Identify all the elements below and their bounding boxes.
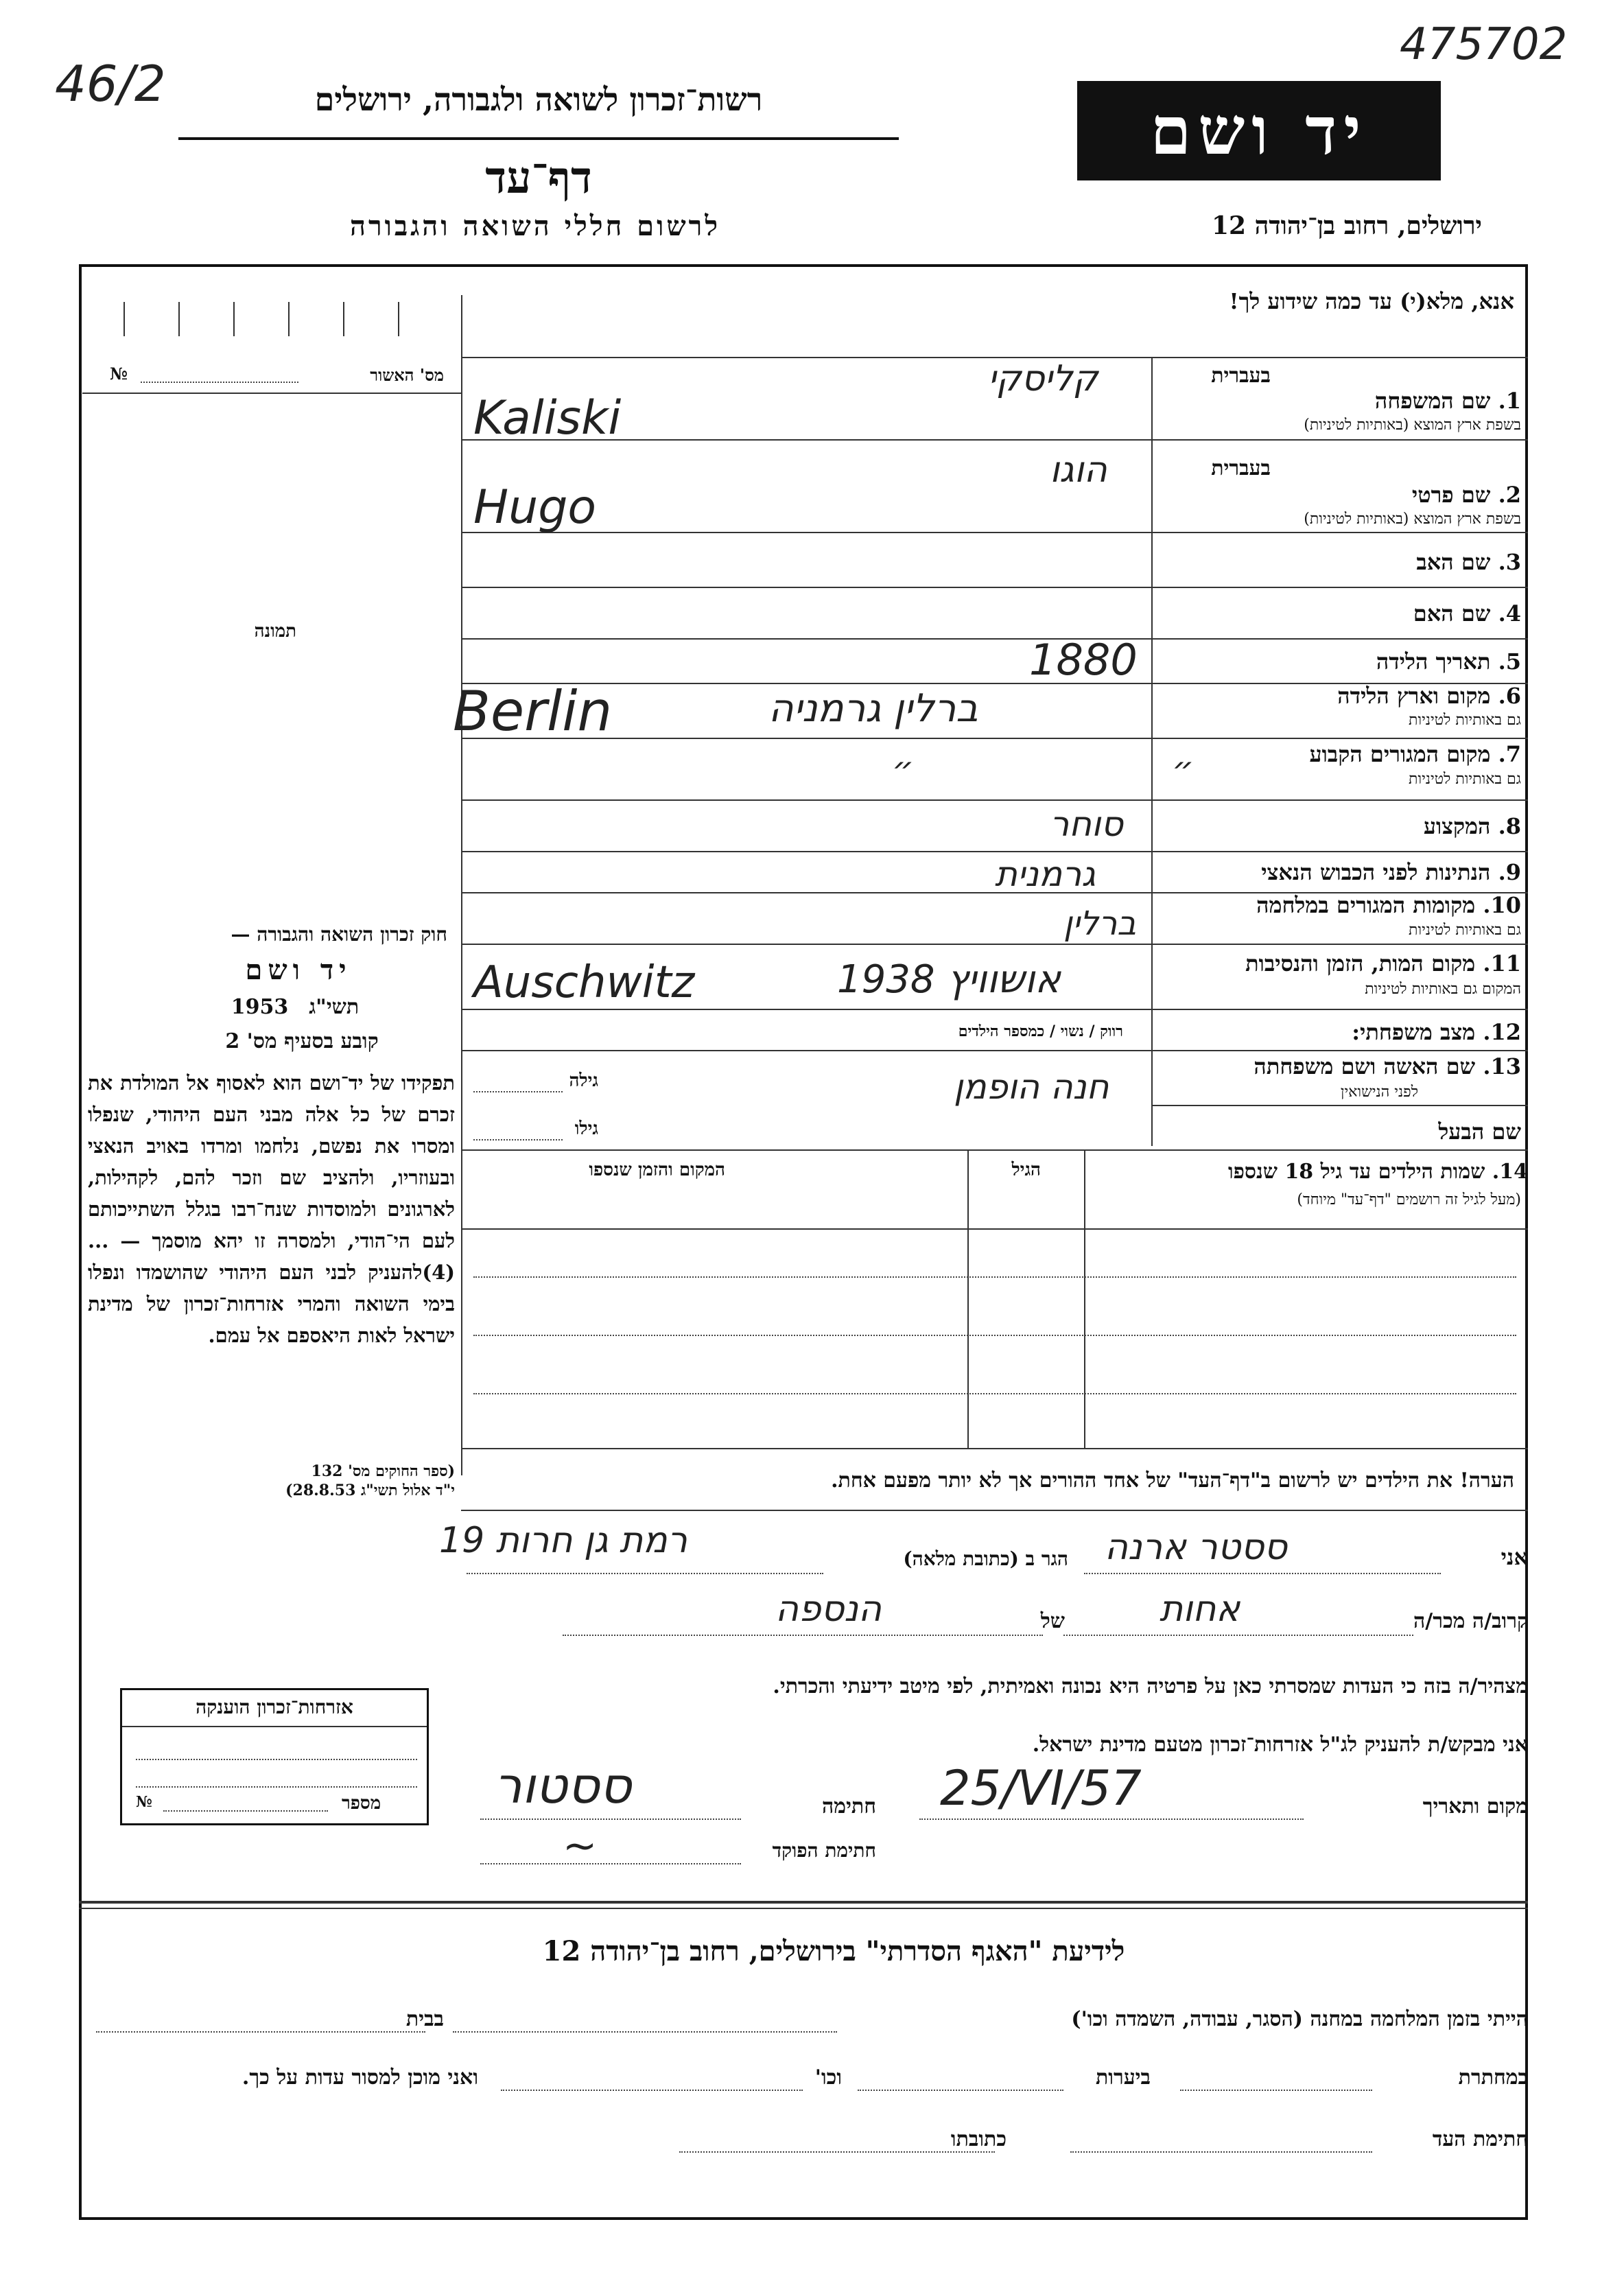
children-col-divider-2 xyxy=(1084,1149,1085,1448)
stamp-box-number-label: מספר xyxy=(342,1793,381,1814)
row-line-3 xyxy=(461,587,1528,588)
of-value[interactable]: הנספה xyxy=(775,1589,882,1630)
row-line-2 xyxy=(461,532,1528,533)
law-year: 1953 xyxy=(231,995,289,1019)
note-line xyxy=(461,1510,1528,1511)
children-col-place: המקום והזמן שנספו xyxy=(589,1160,725,1180)
row-line-11 xyxy=(461,1009,1528,1010)
field12-label: 12. מצב משפחתי: xyxy=(1352,1019,1521,1045)
footer-underground-field[interactable] xyxy=(1180,2090,1372,2091)
children-note: הערה! את הילדים יש לרשום ב"דף־העד" של אחד ההורים אך לא יותר מפעם אחת. xyxy=(831,1469,1514,1493)
archive-number: 475702 xyxy=(1400,19,1568,70)
children-col-divider-1 xyxy=(967,1149,969,1448)
footer-double-line-1 xyxy=(79,1901,1528,1904)
children-top-line xyxy=(461,1149,1528,1151)
field11-hint: המקום גם באותיות לטיניות xyxy=(1365,981,1521,998)
children-row-1[interactable] xyxy=(473,1276,1516,1278)
declaration-statement: מצהיר/ה בזה כי העדות שמסרתי כאן על פרטיה היא נכונה ואמיתית, לפי מיטב ידיעתי והכרתי. xyxy=(773,1674,1528,1698)
signature-line xyxy=(480,1818,741,1820)
children-col-age: הגיל xyxy=(1011,1160,1041,1180)
field12-hint: רווק / נשוי / כמספר הילדים xyxy=(958,1022,1123,1040)
row-line-10 xyxy=(461,944,1528,945)
children-header-line xyxy=(461,1228,1528,1230)
field6-value-hebrew[interactable]: ברלין גרמניה xyxy=(768,686,978,731)
field11-value-hebrew[interactable]: אושוויץ 1938 xyxy=(837,957,1061,1002)
field2-hint: בשפת ארץ המוצא (באותיות לטיניות) xyxy=(1304,511,1521,528)
law-ref-line1: (ספר החוקים מס' 132 xyxy=(311,1462,455,1480)
field8-value[interactable]: סוחר xyxy=(1050,804,1123,844)
row-line-4 xyxy=(461,638,1528,640)
place-date-label: מקום ותאריך xyxy=(1422,1794,1528,1818)
law-clause: קובע בסעיף מס' 2 xyxy=(225,1029,379,1053)
footer-address: כתובתו xyxy=(950,2127,1007,2151)
officer-signature-label: חתימת הפוקד xyxy=(772,1839,876,1862)
footer-line1: הייתי בזמן המלחמה במחנה (הסגר, עבודה, השמדה וכו') xyxy=(1071,2007,1528,2031)
field7-hint: גם באותיות לטיניות xyxy=(1409,771,1521,788)
law-year-row xyxy=(192,995,398,1019)
field2-tag: בעברית xyxy=(1211,456,1271,480)
field3-label: 3. שם האב xyxy=(1416,549,1521,575)
husband-age-field[interactable] xyxy=(473,1139,563,1140)
approval-number-ticks xyxy=(96,302,446,343)
fill-instructions: אנא, מלא(י) עד כמה שידוע לך! xyxy=(1229,288,1514,314)
law-title: חוק זכרון השואה והגבורה — xyxy=(231,923,447,946)
children-hint: (מעל לגיל זה רושמים "דף־עד" מיוחד) xyxy=(1297,1191,1521,1208)
law-ref-line2: י"ד אלול תשי"ג 28.8.53) xyxy=(285,1482,455,1499)
photo-label: תמונה xyxy=(254,621,296,642)
row-line-12 xyxy=(461,1050,1528,1051)
declarant-address[interactable]: רמת גן חרות 19 xyxy=(439,1520,687,1561)
signature-value[interactable]: ססטור xyxy=(494,1757,632,1814)
declarant-i-label: אני xyxy=(1501,1544,1528,1570)
stamp-box-title: אזרחות־זכרון הוענקה xyxy=(196,1696,353,1718)
field13-hint: לפני הנישואין xyxy=(1340,1084,1418,1101)
field7-label: 7. מקום המגורים הקבוע xyxy=(1309,741,1521,767)
row-line-6 xyxy=(461,738,1528,739)
field9-value[interactable]: גרמנית xyxy=(995,854,1096,894)
husband-label: שם הבעל xyxy=(1438,1119,1521,1145)
footer-line1-field[interactable] xyxy=(96,2031,425,2033)
declarant-name-line xyxy=(1084,1573,1441,1574)
field2-value-hebrew[interactable]: הוגו xyxy=(1050,449,1107,491)
footer-underground: במחתרת xyxy=(1458,2066,1528,2090)
children-bottom-line xyxy=(461,1448,1528,1449)
form-subtitle: לרשום חללי השואה והגבורה xyxy=(349,210,721,242)
wife-age-field[interactable] xyxy=(473,1091,563,1092)
place-date-line xyxy=(919,1818,1304,1820)
officer-signature-line xyxy=(480,1863,741,1864)
law-reference xyxy=(88,1462,455,1500)
footer-double-line-2 xyxy=(79,1908,1528,1909)
field1-value-hebrew[interactable]: קליסקי xyxy=(988,358,1098,399)
left-panel-divider xyxy=(461,295,462,1475)
footer-willing: ואני מוכן למסור עדות על כך. xyxy=(242,2066,478,2090)
footer-line1-end: בבית xyxy=(405,2007,444,2031)
citizenship-stamp-box xyxy=(120,1688,429,1825)
page-mark: 46/2 xyxy=(55,55,166,113)
authority-underline xyxy=(178,137,899,140)
footer-witness-signature-field[interactable] xyxy=(1070,2151,1372,2153)
yad-vashem-logo: יד ושם xyxy=(1077,81,1441,180)
footer-etc-field[interactable] xyxy=(501,2090,803,2091)
footer-forests: ביערות xyxy=(1095,2066,1151,2090)
field13-label: 13. שם האשה ושם משפחתה xyxy=(1254,1053,1521,1079)
approval-number-label: מס' האשור xyxy=(370,365,444,385)
authority-name: רשות־זכרון לשואה ולגבורה, ירושלים xyxy=(314,81,763,118)
field7-value[interactable]: ״ ״ xyxy=(892,749,1318,789)
field6-label: 6. מקום וארץ הלידה xyxy=(1337,683,1521,709)
field4-label: 4. שם האם xyxy=(1413,600,1521,627)
children-row-3[interactable] xyxy=(473,1393,1516,1394)
field2-label: 2. שם פרטי xyxy=(1411,482,1521,508)
wife-age-label: גילה xyxy=(569,1071,598,1091)
place-date-value[interactable]: 25/VI/57 xyxy=(940,1760,1142,1816)
declarant-name[interactable]: ססטר ארנה xyxy=(1105,1527,1287,1568)
field6-value-latin[interactable]: Berlin xyxy=(453,679,613,743)
field5-label: 5. תאריך הלידה xyxy=(1376,648,1521,675)
relation-line xyxy=(1063,1635,1413,1636)
row-line-13 xyxy=(1151,1105,1528,1106)
approval-number-field[interactable] xyxy=(141,382,298,383)
footer-forests-field[interactable] xyxy=(858,2090,1063,2091)
signature-label: חתימה xyxy=(822,1794,876,1818)
children-label: 14. שמות הילדים עד גיל 18 שנספו xyxy=(1227,1160,1528,1184)
row-line-8 xyxy=(461,851,1528,852)
field9-label: 9. הנתינות לפני הכבוש הנאצי xyxy=(1261,859,1521,885)
field2-value-latin[interactable]: Hugo xyxy=(473,480,596,535)
field1-label: 1. שם המשפחה xyxy=(1374,388,1521,414)
relation-value[interactable]: אחות xyxy=(1160,1589,1240,1630)
field5-value[interactable]: 1880 xyxy=(1029,635,1138,685)
field1-value-latin[interactable]: Kaliski xyxy=(473,391,622,445)
row-line-7 xyxy=(461,799,1528,801)
field8-label: 8. המקצוע xyxy=(1423,813,1521,839)
husband-age-label: גילו xyxy=(574,1119,598,1139)
officer-signature[interactable]: ~ xyxy=(563,1822,598,1870)
declarant-address-label: הגר ב (כתובת מלאה) xyxy=(903,1547,1068,1570)
field11-label: 11. מקום המות, הזמן והנסיבות xyxy=(1245,950,1521,976)
footer-witness-signature: חתימת העד xyxy=(1432,2127,1528,2151)
photo-area[interactable] xyxy=(86,398,456,892)
approval-separator xyxy=(82,393,461,394)
relation-label: קרוב/ה מכר/ה xyxy=(1413,1609,1528,1633)
law-text: תפקידו של יד־ושם הוא לאסוף אל המולדת את זכרם של כל אלה מבני העם היהודי, שנפלו ומסרו את נפשם, נלחמו ומרדו באויב הנאצי ובעוזריו, ולהציב שם וזכר להם, לקהילות, לארגונים ולמוסדות שנח־רבו בגלל השתייכותם לעם הי־הודי, ולמסרה זו יהא מוסמך — ...(4)להעניק לבני העם היהודי שהושמדו ונפלו בימי השואה והמרי אזרחות־זכרון של מדינת ישראל לאות היאספם אל עמם. xyxy=(88,1071,455,1347)
of-line xyxy=(563,1635,1043,1636)
stamp-box-no: № xyxy=(136,1793,152,1811)
law-year-hebrew: תשי"ג xyxy=(309,995,360,1019)
field10-label: 10. מקומות המגורים במלחמה xyxy=(1256,892,1521,918)
citizenship-request: אני מבקש/ת להעניק לג"ל אזרחות־זכרון מטעם מדינת ישראל. xyxy=(1032,1733,1528,1757)
form-title: דף־עד xyxy=(485,152,592,204)
field11-value-latin[interactable]: Auschwitz xyxy=(473,957,695,1008)
field10-value[interactable]: ברלין xyxy=(1063,904,1136,943)
children-row-2[interactable] xyxy=(473,1335,1516,1336)
footer-address-field[interactable] xyxy=(679,2151,995,2153)
no-mark: № xyxy=(110,364,128,384)
authority-address: ירושלים, רחוב בן־יהודה 12 xyxy=(1211,211,1482,240)
footer-etc: וכו' xyxy=(814,2066,842,2090)
field6-hint: גם באותיות לטיניות xyxy=(1409,712,1521,729)
field10-hint: גם באותיות לטיניות xyxy=(1409,922,1521,939)
field1-hint: בשפת ארץ המוצא (באותיות לטיניות) xyxy=(1304,417,1521,434)
law-name: יד ושם xyxy=(245,954,352,986)
field1-tag: בעברית xyxy=(1211,364,1271,388)
declarant-address-line xyxy=(467,1573,823,1574)
footer-title: לידיעת "האגף הסדרתי" בירושלים, רחוב בן־יהודה 12 xyxy=(542,1935,1125,1967)
field13-value[interactable]: חנה הופמן xyxy=(954,1067,1109,1107)
of-label: של xyxy=(1040,1609,1065,1633)
